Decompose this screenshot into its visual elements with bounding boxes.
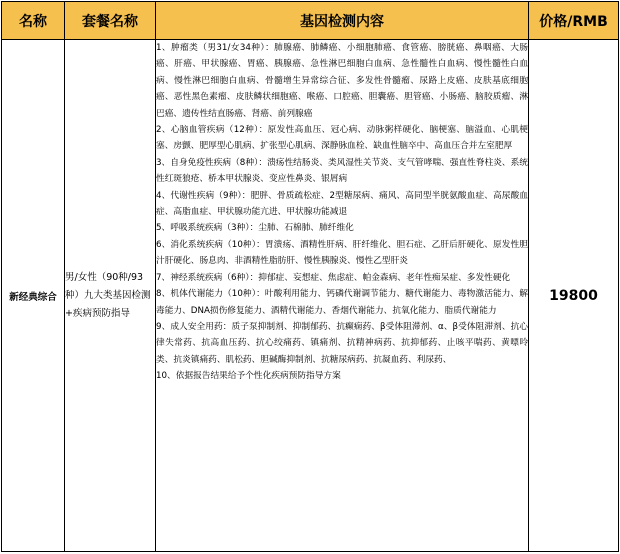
content-item: 5、呼吸系统疾病（3种）：尘肺、石棉肺、肺纤维化 [156, 223, 354, 234]
header-test-content: 基因检测内容 [156, 2, 529, 40]
test-content [156, 40, 529, 552]
content-item: 8、机体代谢能力（10种）：叶酸利用能力、钙磷代谢调节能力、糖代谢能力、毒物激活能力、解毒能力、DNA损伤修复能力、酒精代谢能力、香烟代谢能力、抗氧化能力、脂质代谢能力 [156, 289, 528, 316]
header-row [2, 2, 619, 40]
content-item: 9、成人安全用药：质子泵抑制剂、抑制郁药、抗癫痫药、β受体阻滞剂、α、β受体阻滞剂、抗心律失常药、抗高血压药、抗心绞痛药、镇痛剂、抗精神病药、抗抑郁药、止咳平喘药、黄嘌呤类、抗炎镇痛药、肌松药、胆碱酶抑制剂、抗糖尿病药、抗凝血药、利尿药、 [156, 321, 528, 365]
content-item: 1、肿瘤类（男31/女34种）：肺腺癌、肺鳞癌、小细胞肺癌、食管癌、膀胱癌、鼻咽癌、大肠癌、肝癌、甲状腺癌、胃癌、胰腺癌、急性淋巴细胞白血病、急性髓性白血病、慢性髓性白血病、慢性淋巴细胞白血病、骨髓增生异常综合征、多发性骨髓瘤、尿路上皮癌、皮肤基底细胞癌、恶性黑色素瘤、皮肤鳞状细胞癌、喉癌、口腔癌、胆囊癌、胆管癌、小肠癌、脑胶质瘤、淋巴癌、遗传性结直肠癌、肾癌、前列腺癌 [156, 43, 528, 119]
content-item: 3、自身免疫性疾病（8种）：溃疡性结肠炎、类风湿性关节炎、支气管哮喘、强直性脊柱炎、系统性红斑狼疮、桥本甲状腺炎、变应性鼻炎、银屑病 [156, 157, 528, 185]
content-item: 2、心脑血管疾病（12种）：原发性高血压、冠心病、动脉粥样硬化、脑梗塞、脑溢血、心肌梗塞、房颤、肥厚型心肌病、扩张型心肌病、深静脉血栓、缺血性脑卒中、高血压合并左室肥厚 [156, 125, 528, 152]
content-item: 7、神经系统疾病（6种）：抑郁症、妄想症、焦虑症、帕金森病、老年性痴呆症、多发性硬化 [156, 272, 511, 283]
header-price: 价格/RMB [529, 2, 619, 40]
package-table [1, 1, 619, 552]
content-item: 6、消化系统疾病（10种）：胃溃疡、酒精性肝病、肝纤维化、胆石症、乙肝后肝硬化、原发性胆汁肝硬化、肠息肉、非酒精性脂肪肝、慢性胰腺炎、慢性乙型肝炎 [156, 239, 528, 267]
header-package-name: 套餐名称 [65, 2, 156, 40]
header-name: 名称 [2, 2, 65, 40]
product-name: 新经典综合 [2, 40, 65, 552]
price-value: 19800 [529, 40, 619, 552]
content-item: 10、依据报告结果给予个性化疾病预防指导方案 [156, 371, 341, 382]
content-item: 4、代谢性疾病（9种）：肥胖、骨质疏松症、2型糖尿病、痛风、高同型半胱氨酸血症、高尿酸血症、高脂血症、甲状腺功能亢进、甲状腺功能减退 [156, 190, 528, 218]
package-name: 男/女性（90种/93种）九大类基因检测+疾病预防指导 [65, 40, 156, 552]
table-row [2, 40, 619, 552]
